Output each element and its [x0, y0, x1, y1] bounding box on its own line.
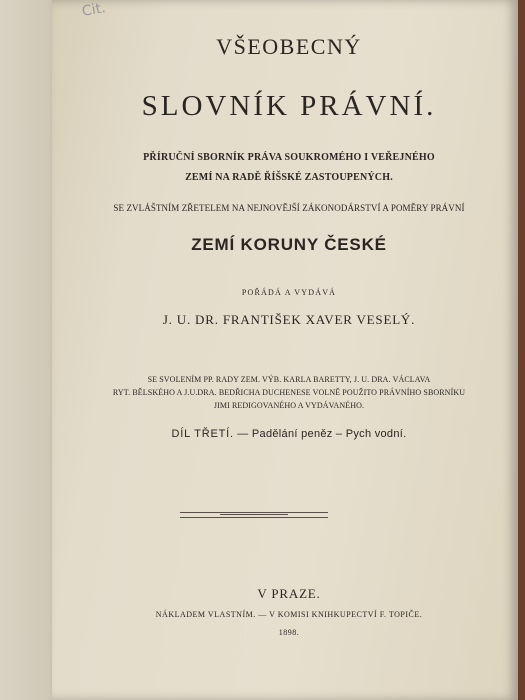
author-name: J. U. DR. FRANTIŠEK XAVER VESELÝ.	[162, 312, 416, 327]
crown-lands-heading: ZEMÍ KORUNY ČESKÉ	[191, 235, 387, 254]
permission-line-2: RYT. BĚLSKÉHO A J.U.DRA. BEDŘICHA DUCHENESE VOLNĚ POUŽITO PRÁVNÍHO SBORNÍKU	[112, 388, 466, 397]
title-line-1: VŠEOBECNÝ	[216, 34, 362, 59]
permission-line-1: SE SVOLENÍM PP. RADY ZEM. VÝB. KARLA BARETTY, J. U. DRA. VÁCLAVA	[147, 375, 431, 384]
subtitle-line-2: ZEMÍ NA RADĚ ŘÍŠSKÉ ZASTOUPENÝCH.	[185, 172, 393, 183]
decorative-rule	[180, 512, 328, 518]
publication-place: V PRAZE.	[257, 586, 321, 601]
volume-part	[60, 428, 518, 440]
title-line-2: SLOVNÍK PRÁVNÍ.	[141, 90, 437, 122]
pencil-mark: Cit.	[80, 0, 107, 20]
volume-part-range: — Padělání peněz – Pych vodní.	[237, 428, 407, 440]
special-note: SE ZVLÁŠTNÍM ZŘETELEM NA NEJNOVĚJŠÍ ZÁKONODÁRSTVÍ A POMĚRY PRÁVNÍ	[113, 203, 465, 213]
publisher-line: NÁKLADEM VLASTNÍM. — V KOMISI KNIHKUPECTVÍ F. TOPIČE.	[155, 610, 423, 619]
edited-by-label: POŘÁDÁ A VYDÁVÁ	[241, 288, 337, 297]
volume-part-label: DÍL TŘETÍ.	[171, 428, 234, 440]
permission-line-3: JIMI REDIGOVANÉHO A VYDÁVANÉHO.	[213, 401, 365, 410]
publication-year: 1898.	[278, 628, 300, 637]
subtitle-line-1: PŘÍRUČNÍ SBORNÍK PRÁVA SOUKROMÉHO I VEŘEJNÉHO	[143, 152, 435, 163]
